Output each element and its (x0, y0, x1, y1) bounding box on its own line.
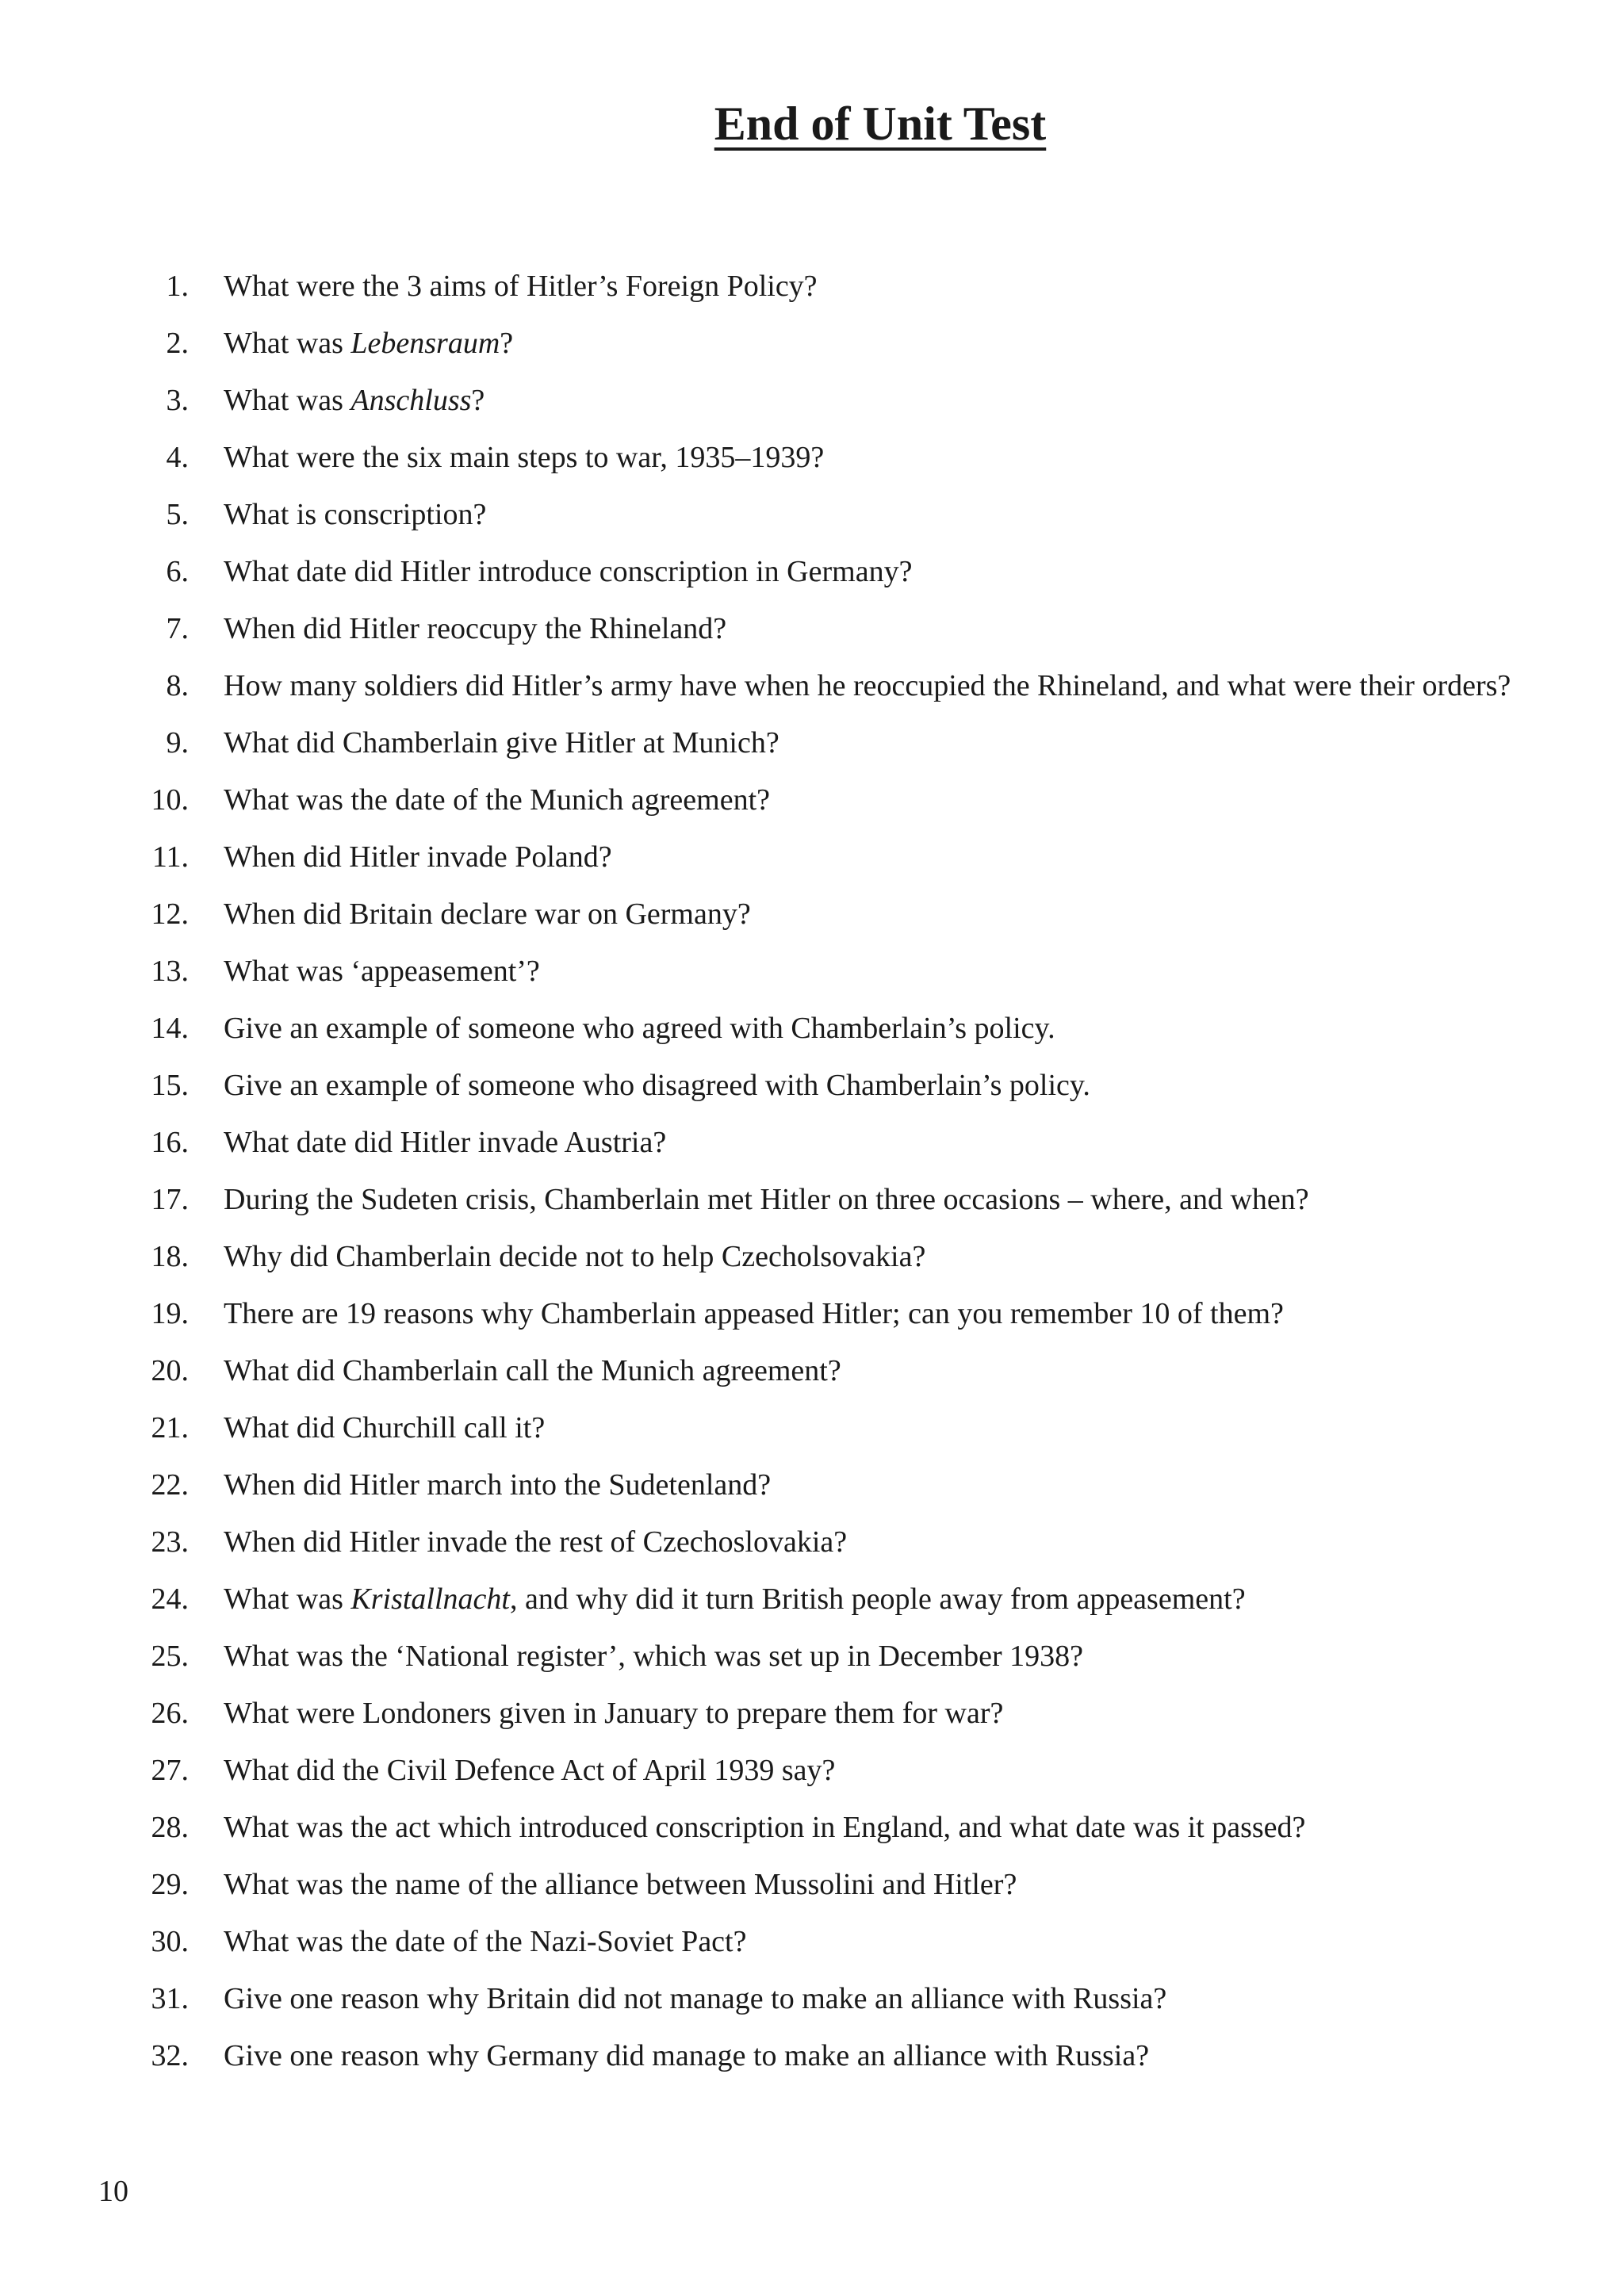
question-item (147, 1228, 1559, 1285)
question-text-part: When did Hitler march into the Sudetenland? (224, 1468, 772, 1502)
question-text (224, 315, 1559, 372)
question-number: 28. (151, 1811, 189, 1844)
question-number: 27. (151, 1754, 189, 1787)
question-number: 32. (151, 2039, 189, 2072)
question-number: 7. (166, 612, 189, 645)
question-item (147, 1114, 1559, 1171)
question-item (147, 1285, 1559, 1342)
question-text-part: What were the six main steps to war, 1935–1939? (224, 441, 825, 474)
question-number: 23. (151, 1525, 189, 1559)
question-text-part: What was (224, 384, 351, 417)
question-text-part: What was the ‘National register’, which was set up in December 1938? (224, 1640, 1084, 1673)
question-text (224, 1399, 1559, 1456)
question-text-part: Give an example of someone who disagreed with Chamberlain’s policy. (224, 1069, 1090, 1102)
question-text-part: ? (500, 327, 514, 360)
question-text-part: Give an example of someone who agreed with Chamberlain’s policy. (224, 1012, 1055, 1045)
question-item (147, 315, 1559, 372)
question-text-part: What was (224, 1582, 351, 1616)
question-number: 20. (151, 1354, 189, 1387)
question-number: 30. (151, 1925, 189, 1958)
question-number: 21. (151, 1411, 189, 1445)
page-number: 10 (98, 2175, 128, 2208)
question-item (147, 1399, 1559, 1456)
question-item (147, 1742, 1559, 1799)
question-item (147, 1456, 1559, 1513)
question-text (224, 828, 1559, 886)
question-text-part: What was the name of the alliance between Mussolini and Hitler? (224, 1868, 1017, 1901)
question-item (147, 1913, 1559, 1970)
question-term: Anschluss (350, 384, 472, 417)
question-text-part: What was (224, 327, 351, 360)
question-item (147, 1513, 1559, 1571)
question-text-part: What did Chamberlain call the Munich agreement? (224, 1354, 841, 1387)
question-text-part: Why did Chamberlain decide not to help Czecholsovakia? (224, 1240, 926, 1273)
question-text (224, 429, 1559, 486)
question-number: 24. (151, 1582, 189, 1616)
question-text-part: What were the 3 aims of Hitler’s Foreign Policy? (224, 270, 818, 303)
question-term: Kristallnacht (350, 1582, 510, 1616)
question-item (147, 714, 1559, 771)
question-text (224, 2027, 1559, 2084)
question-text (224, 1799, 1559, 1856)
page-title: End of Unit Test (714, 98, 1047, 150)
question-item (147, 657, 1559, 714)
question-number: 9. (166, 726, 189, 760)
question-number: 1. (166, 270, 189, 303)
question-list (147, 258, 1559, 2084)
question-text-part: What did the Civil Defence Act of April 1939 say? (224, 1754, 836, 1787)
question-number: 12. (151, 897, 189, 931)
question-text-part: , and why did it turn British people away from appeasement? (509, 1582, 1246, 1616)
question-item (147, 771, 1559, 828)
question-text (224, 258, 1559, 315)
question-item (147, 1057, 1559, 1114)
question-number: 29. (151, 1868, 189, 1901)
question-text-part: When did Hitler invade the rest of Czechoslovakia? (224, 1525, 848, 1559)
question-item (147, 486, 1559, 543)
question-number: 26. (151, 1697, 189, 1730)
question-text (224, 1571, 1559, 1628)
question-text (224, 1970, 1559, 2027)
question-text-part: When did Hitler reoccupy the Rhineland? (224, 612, 727, 645)
question-number: 31. (151, 1982, 189, 2015)
question-text-part: Give one reason why Germany did manage to make an alliance with Russia? (224, 2039, 1150, 2072)
question-text (224, 543, 1559, 600)
question-text-part: There are 19 reasons why Chamberlain appeased Hitler; can you remember 10 of them? (224, 1297, 1284, 1330)
question-text (224, 1742, 1559, 1799)
question-text-part: What is conscription? (224, 498, 487, 531)
question-text-part: What were Londoners given in January to prepare them for war? (224, 1697, 1004, 1730)
question-item (147, 1000, 1559, 1057)
question-text (224, 1456, 1559, 1513)
question-text-part: ? (471, 384, 485, 417)
question-text (224, 1513, 1559, 1571)
question-item (147, 886, 1559, 943)
question-item (147, 372, 1559, 429)
question-text-part: During the Sudeten crisis, Chamberlain met Hitler on three occasions – where, and when? (224, 1183, 1309, 1216)
question-number: 4. (166, 441, 189, 474)
question-item (147, 1799, 1559, 1856)
question-item (147, 600, 1559, 657)
question-item (147, 429, 1559, 486)
question-text (224, 1000, 1559, 1057)
question-text (224, 1171, 1559, 1228)
question-text (224, 1913, 1559, 1970)
question-text (224, 943, 1559, 1000)
question-item (147, 1685, 1559, 1742)
question-text-part: What was the act which introduced conscription in England, and what date was it passed? (224, 1811, 1306, 1844)
question-number: 10. (151, 783, 189, 817)
question-text (224, 1342, 1559, 1399)
question-number: 15. (151, 1069, 189, 1102)
question-item (147, 828, 1559, 886)
question-text (224, 714, 1559, 771)
question-item (147, 258, 1559, 315)
question-text (224, 657, 1559, 714)
question-text (224, 1114, 1559, 1171)
question-text-part: When did Britain declare war on Germany? (224, 897, 751, 931)
question-number: 6. (166, 555, 189, 588)
question-item (147, 1571, 1559, 1628)
question-number: 2. (166, 327, 189, 360)
question-number: 22. (151, 1468, 189, 1502)
question-text (224, 1856, 1559, 1913)
question-text-part: How many soldiers did Hitler’s army have when he reoccupied the Rhineland, and what were their orders? (224, 669, 1511, 702)
question-text (224, 1228, 1559, 1285)
question-text-part: What was ‘appeasement’? (224, 955, 540, 988)
question-text (224, 486, 1559, 543)
question-text (224, 372, 1559, 429)
question-item (147, 1856, 1559, 1913)
question-text-part: What date did Hitler introduce conscription in Germany? (224, 555, 913, 588)
question-number: 17. (151, 1183, 189, 1216)
question-number: 25. (151, 1640, 189, 1673)
question-number: 18. (151, 1240, 189, 1273)
question-item (147, 1970, 1559, 2027)
question-item (147, 1628, 1559, 1685)
question-number: 13. (151, 955, 189, 988)
question-text (224, 1057, 1559, 1114)
question-number: 8. (166, 669, 189, 702)
question-text-part: When did Hitler invade Poland? (224, 840, 612, 874)
question-item (147, 943, 1559, 1000)
question-text (224, 1628, 1559, 1685)
question-number: 3. (166, 384, 189, 417)
question-text (224, 1685, 1559, 1742)
question-item (147, 543, 1559, 600)
question-text-part: What date did Hitler invade Austria? (224, 1126, 667, 1159)
question-number: 16. (151, 1126, 189, 1159)
question-item (147, 2027, 1559, 2084)
question-item (147, 1342, 1559, 1399)
question-text-part: What did Chamberlain give Hitler at Munich? (224, 726, 779, 760)
question-number: 11. (151, 840, 189, 874)
question-item (147, 1171, 1559, 1228)
question-text-part: What was the date of the Nazi-Soviet Pact? (224, 1925, 747, 1958)
question-text (224, 886, 1559, 943)
question-text (224, 1285, 1559, 1342)
question-number: 19. (151, 1297, 189, 1330)
question-number: 14. (151, 1012, 189, 1045)
question-term: Lebensraum (350, 327, 500, 360)
question-text (224, 600, 1559, 657)
question-text-part: What did Churchill call it? (224, 1411, 546, 1445)
question-text (224, 771, 1559, 828)
question-text-part: Give one reason why Britain did not manage to make an alliance with Russia? (224, 1982, 1167, 2015)
question-number: 5. (166, 498, 189, 531)
question-text-part: What was the date of the Munich agreement? (224, 783, 770, 817)
